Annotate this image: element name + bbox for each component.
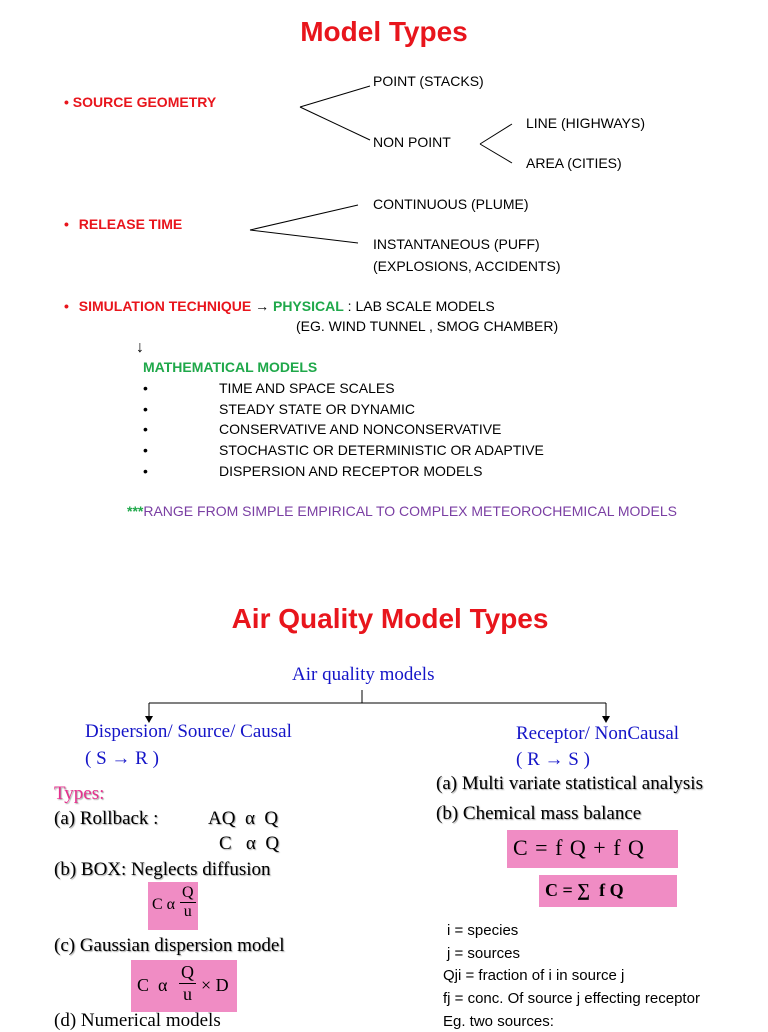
release-time-label: RELEASE TIME xyxy=(78,216,183,232)
math-item-text: STOCHASTIC OR DETERMINISTIC OR ADAPTIVE xyxy=(219,442,544,458)
box-eq-fraction: $\frac{Q}{u}$ xyxy=(182,884,194,920)
math-item-text: DISPERSION AND RECEPTOR MODELS xyxy=(219,463,483,479)
arrow-down-icon: ↓ xyxy=(136,339,144,356)
math-item xyxy=(143,401,416,417)
rollback-equation-2: C α Q xyxy=(219,833,280,854)
math-item xyxy=(143,380,395,396)
receptor-branch-label: Receptor/ NonCausal xyxy=(516,723,680,744)
bullet: • xyxy=(64,216,69,232)
definition-example: Eg. two sources: xyxy=(443,1013,554,1030)
arrow-right-icon: → xyxy=(255,298,270,314)
gauss-eq-fraction: $\frac{Q}{u}$ xyxy=(181,962,194,1004)
source-geometry-label: SOURCE GEOMETRY xyxy=(72,94,217,110)
box-eq-lhs: C α xyxy=(152,896,176,913)
range-note xyxy=(127,503,677,519)
line-highways-label: LINE (HIGHWAYS) xyxy=(526,115,646,131)
bullet: • xyxy=(64,298,69,314)
fork-line xyxy=(480,144,512,163)
physical-example: (EG. WIND TUNNEL , SMOG CHAMBER) xyxy=(296,318,559,334)
fork-line xyxy=(480,124,512,144)
math-item-text: STEADY STATE OR DYNAMIC xyxy=(219,401,416,417)
mathematical-models-label: MATHEMATICAL MODELS xyxy=(143,359,318,375)
release-time-heading xyxy=(64,216,182,232)
gaussian-model-label: (c) Gaussian dispersion model xyxy=(54,935,285,956)
bullet: • xyxy=(64,94,69,110)
definition-species: i = species xyxy=(447,922,519,939)
gauss-eq-lhs: C α xyxy=(137,975,168,995)
box-model-label: (b) BOX: Neglects diffusion xyxy=(54,859,271,880)
rollback-equation-1: AQ α Q xyxy=(208,808,279,829)
box-equation xyxy=(148,882,198,930)
slide1-title: Model Types xyxy=(300,16,468,47)
multivariate-label: (a) Multi variate statistical analysis xyxy=(436,773,703,794)
explosions-accidents-label: (EXPLOSIONS, ACCIDENTS) xyxy=(373,258,561,274)
gaussian-equation xyxy=(131,960,237,1012)
fork-line xyxy=(300,107,370,140)
math-item xyxy=(143,463,483,479)
fork-line xyxy=(250,230,358,243)
gauss-eq-tail: × D xyxy=(201,975,229,995)
math-item xyxy=(143,421,502,437)
receptor-branch-sub: ( R → S ) xyxy=(516,749,590,770)
physical-description: : LAB SCALE MODELS xyxy=(347,298,495,314)
bullet-icon: • xyxy=(143,463,148,479)
types-label: Types: xyxy=(54,783,105,804)
range-stars: *** xyxy=(127,503,144,519)
non-point-label: NON POINT xyxy=(373,134,451,150)
source-geometry-heading xyxy=(64,94,216,110)
bullet-icon: • xyxy=(143,421,148,437)
dispersion-branch-label: Dispersion/ Source/ Causal xyxy=(85,721,292,742)
simulation-technique-row xyxy=(64,298,495,314)
cmb-equation-1 xyxy=(507,830,678,868)
slide2-title: Air Quality Model Types xyxy=(231,603,549,634)
cmb-equation-2 xyxy=(539,875,677,907)
cmb-label: (b) Chemical mass balance xyxy=(436,803,642,824)
range-text: RANGE FROM SIMPLE EMPIRICAL TO COMPLEX METEOROCHEMICAL MODELS xyxy=(143,503,678,519)
point-stacks-label: POINT (STACKS) xyxy=(373,73,484,89)
definition-qji: Qji = fraction of i in source j xyxy=(443,967,625,984)
arrow-head xyxy=(602,716,610,723)
cmb-eq2-text: C = ∑ f Q xyxy=(545,880,624,900)
dispersion-branch-sub: ( S → R ) xyxy=(85,748,159,769)
simulation-technique-label: SIMULATION TECHNIQUE xyxy=(78,298,252,314)
bullet-icon: • xyxy=(143,380,148,396)
physical-label: PHYSICAL xyxy=(272,298,344,314)
math-item-text: TIME AND SPACE SCALES xyxy=(219,380,395,396)
fork-line xyxy=(300,86,370,107)
area-cities-label: AREA (CITIES) xyxy=(526,155,622,171)
fork-line xyxy=(250,205,358,230)
bullet-icon: • xyxy=(143,401,148,417)
rollback-label: (a) Rollback : xyxy=(54,808,159,829)
math-item xyxy=(143,442,544,458)
continuous-plume-label: CONTINUOUS (PLUME) xyxy=(373,196,529,212)
definition-sources: j = sources xyxy=(447,945,520,962)
cmb-eq1-text: C = f Q + f Q xyxy=(513,835,645,860)
bullet-icon: • xyxy=(143,442,148,458)
tree-root-label: Air quality models xyxy=(292,664,435,685)
instantaneous-puff-label: INSTANTANEOUS (PUFF) xyxy=(373,236,540,252)
math-item-text: CONSERVATIVE AND NONCONSERVATIVE xyxy=(219,421,502,437)
numerical-models-label: (d) Numerical models xyxy=(54,1010,221,1031)
definition-fj: fj = conc. Of source j effecting receptor xyxy=(443,990,700,1007)
